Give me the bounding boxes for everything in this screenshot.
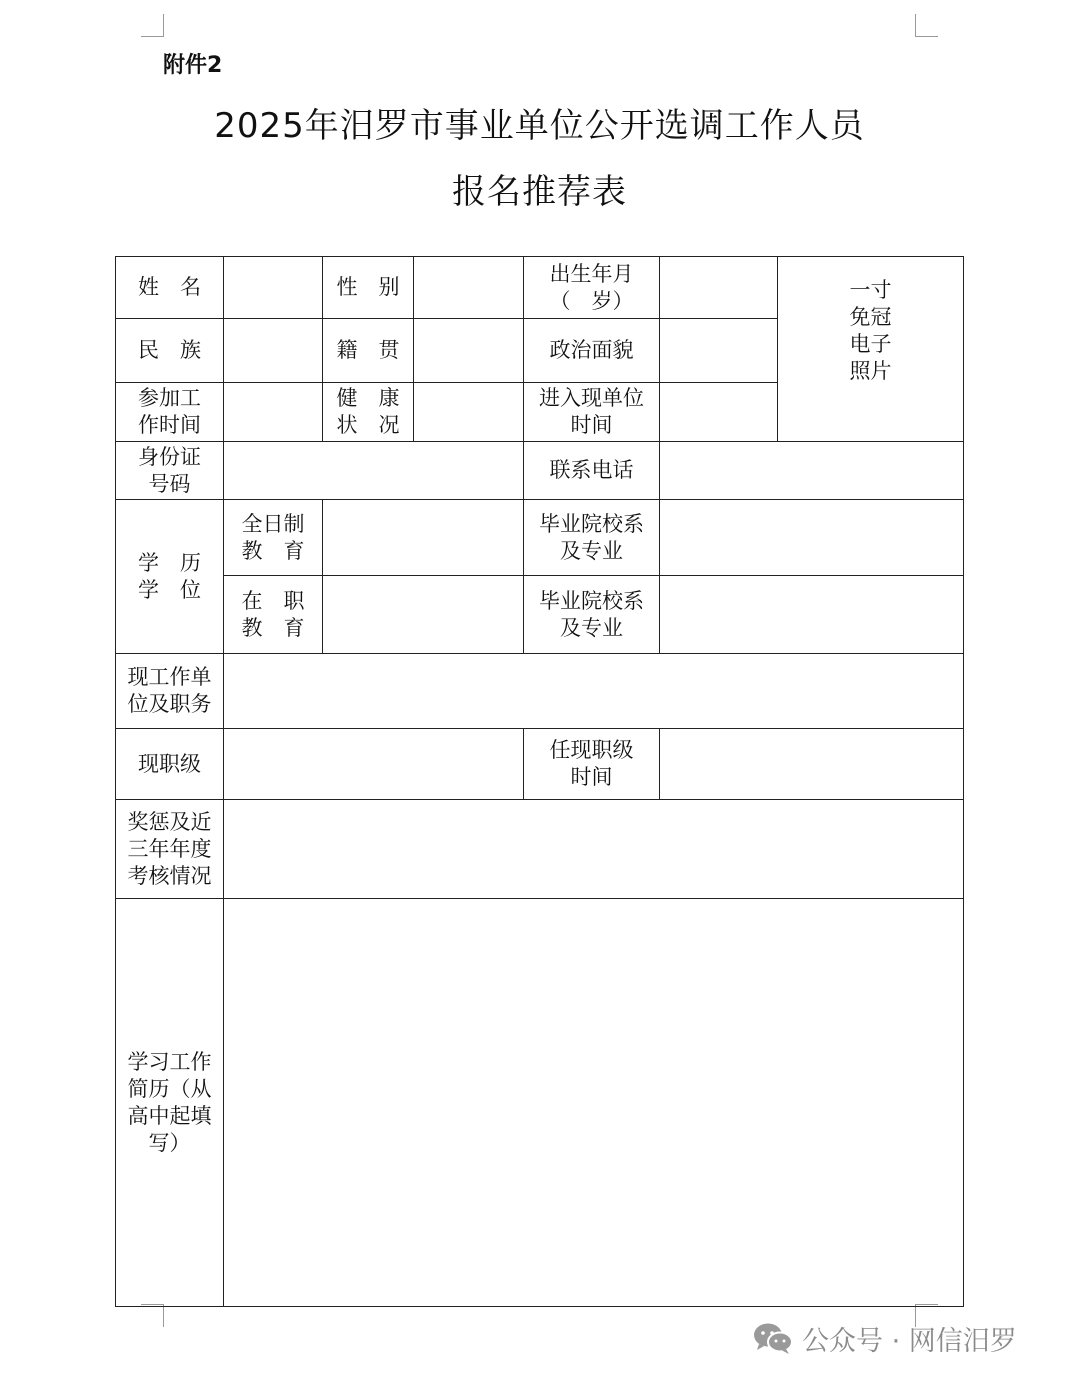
document-subtitle: 报名推荐表: [452, 172, 627, 212]
ethnicity-label: 民 族: [116, 319, 224, 383]
form-row: [116, 899, 964, 1307]
name-label: 姓 名: [116, 257, 224, 319]
rank-time-field[interactable]: [660, 729, 964, 800]
current-rank-label: 现职级: [116, 729, 224, 800]
id-number-field[interactable]: [224, 442, 524, 500]
crop-mark-bottom-left: [141, 1304, 164, 1327]
name-field[interactable]: [224, 257, 323, 319]
footer-text: 公众号 · 网信汨罗: [802, 1325, 1017, 1357]
political-status-label: 政治面貌: [524, 319, 660, 383]
rank-time-label: 任现职级 时间: [524, 729, 660, 800]
current-unit-post-label: 现工作单 位及职务: [116, 654, 224, 729]
join-unit-time-field[interactable]: [660, 383, 778, 442]
phone-label: 联系电话: [524, 442, 660, 500]
current-rank-field[interactable]: [224, 729, 524, 800]
native-place-label: 籍 贯: [323, 319, 414, 383]
photo-placeholder[interactable]: 一寸 免冠 电子 照片: [778, 257, 964, 442]
inservice-school-major-field[interactable]: [660, 576, 964, 654]
fulltime-education-field[interactable]: [323, 500, 524, 576]
attachment-label: 附件2: [163, 53, 223, 78]
current-unit-post-field[interactable]: [224, 654, 964, 729]
health-label: 健 康 状 况: [323, 383, 414, 442]
work-start-field[interactable]: [224, 383, 323, 442]
inservice-education-field[interactable]: [323, 576, 524, 654]
form-row: [116, 442, 964, 500]
wechat-icon: [752, 1321, 794, 1355]
phone-field[interactable]: [660, 442, 964, 500]
form-row: [116, 576, 964, 654]
rewards-assessment-field[interactable]: [224, 800, 964, 899]
inservice-school-major-label: 毕业院校系 及专业: [524, 576, 660, 654]
resume-field[interactable]: [224, 899, 964, 1307]
inservice-education-label: 在 职 教 育: [224, 576, 323, 654]
form-row: [116, 654, 964, 729]
rewards-assessment-label: 奖惩及近 三年年度 考核情况: [116, 800, 224, 899]
birth-date-label: 出生年月 （ 岁）: [524, 257, 660, 319]
work-start-label: 参加工 作时间: [116, 383, 224, 442]
health-field[interactable]: [414, 383, 524, 442]
registration-form-table: [115, 256, 964, 1307]
education-degree-label: 学 历 学 位: [116, 500, 224, 654]
form-row: [116, 500, 964, 576]
form-row: [116, 257, 964, 319]
fulltime-education-label: 全日制 教 育: [224, 500, 323, 576]
resume-label: 学习工作 简历（从 高中起填 写）: [116, 899, 224, 1307]
wechat-account-footer: [752, 1318, 1017, 1358]
crop-mark-top-left: [141, 14, 164, 37]
form-row: [116, 800, 964, 899]
form-row: [116, 729, 964, 800]
gender-label: 性 别: [323, 257, 414, 319]
gender-field[interactable]: [414, 257, 524, 319]
id-number-label: 身份证 号码: [116, 442, 224, 500]
political-status-field[interactable]: [660, 319, 778, 383]
document-title: 2025年汨罗市事业单位公开选调工作人员: [214, 106, 865, 146]
join-unit-time-label: 进入现单位 时间: [524, 383, 660, 442]
native-place-field[interactable]: [414, 319, 524, 383]
fulltime-school-major-field[interactable]: [660, 500, 964, 576]
crop-mark-top-right: [915, 14, 938, 37]
fulltime-school-major-label: 毕业院校系 及专业: [524, 500, 660, 576]
birth-date-field[interactable]: [660, 257, 778, 319]
ethnicity-field[interactable]: [224, 319, 323, 383]
